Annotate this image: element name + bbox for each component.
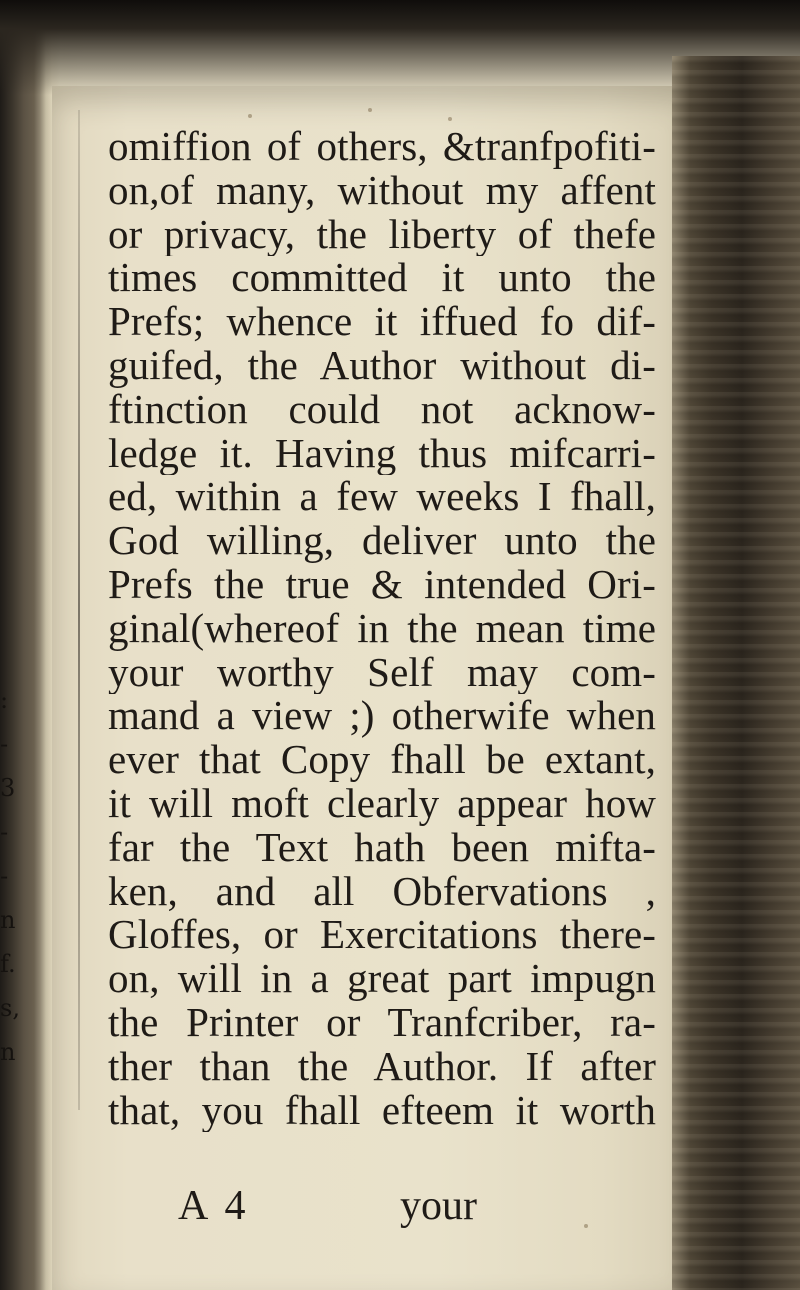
- text-line: Gloffes, or Exercitations there-: [108, 913, 656, 958]
- margin-fragment: n: [0, 906, 16, 934]
- text-line: Prefs the true & intended Ori-: [108, 562, 656, 607]
- margin-fragment: n: [0, 1038, 16, 1066]
- text-line: times committed it unto the: [108, 256, 656, 301]
- margin-fragment: -: [0, 862, 9, 890]
- catchword: your: [400, 1183, 477, 1229]
- text-line: guifed, the Author without di-: [108, 343, 656, 388]
- text-line: Prefs; whence it iffued fo dif-: [108, 300, 656, 344]
- text-line: on, will in a great part impugn: [108, 957, 656, 1001]
- margin-fragment: [0, 590, 34, 634]
- margin-fragment: :: [0, 686, 9, 714]
- text-line: ledge it. Having thus mifcarri-: [108, 431, 656, 476]
- left-margin-fragments: [0, 590, 34, 1074]
- text-line: on,of many, without my affent: [108, 168, 656, 213]
- text-line: ginal(whereof in the mean time: [108, 606, 656, 651]
- text-line: your worthy Self may com-: [108, 650, 656, 695]
- margin-fragment: -: [0, 818, 9, 846]
- margin-fragment: f.: [0, 950, 16, 978]
- text-line: that, you fhall efteem it worth: [108, 1088, 656, 1133]
- body-text: [108, 125, 656, 1132]
- text-line: God willing, deliver unto the: [108, 519, 656, 563]
- text-line: it will moft clearly appear how: [108, 781, 656, 826]
- text-line: far the Text hath been mifta-: [108, 825, 656, 870]
- text-line: ftinction could not acknow-: [108, 387, 656, 432]
- text-line: ken, and all Obfervations ,: [108, 869, 656, 914]
- book-right-edge: [672, 56, 800, 1290]
- page-footer: [178, 1183, 548, 1229]
- text-line: ther than the Author. If after: [108, 1044, 656, 1089]
- margin-fragment: -: [0, 730, 9, 758]
- text-line: or privacy, the liberty of thefe: [108, 212, 656, 257]
- text-line: ever that Copy fhall be extant,: [108, 738, 656, 782]
- signature-mark: A 4: [178, 1183, 250, 1229]
- text-line: omiffion of others, &tranfpofiti-: [108, 125, 656, 169]
- text-line: ed, within a few weeks I fhall,: [108, 475, 656, 520]
- margin-fragment: [0, 634, 34, 678]
- text-line: mand a view ;) otherwife when: [108, 694, 656, 739]
- text-line: the Printer or Tranfcriber, ra-: [108, 1000, 656, 1045]
- left-page-edge-rule: [78, 110, 80, 1110]
- margin-fragment: 3: [0, 774, 16, 802]
- margin-fragment: s,: [0, 994, 20, 1022]
